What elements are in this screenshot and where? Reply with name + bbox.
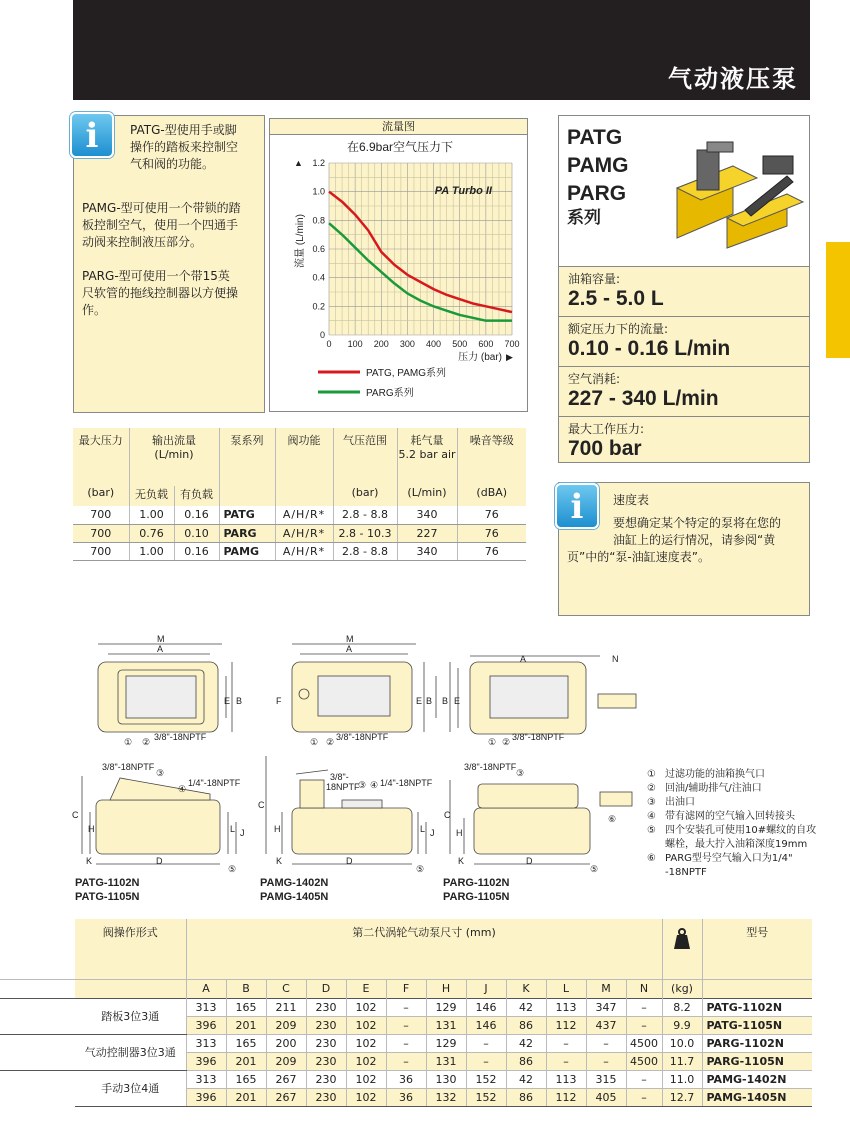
info-icon: i [70, 112, 114, 158]
y-tick-label: 0.6 [312, 244, 325, 254]
port-label-5: 1/4"-18NPTF [188, 778, 241, 788]
callout-2a: ② [142, 737, 151, 747]
legend-label-red: PATG, PAMG系列 [366, 368, 447, 379]
dim-table-row: 踏板3位3通 313 165 211 230 102 – 129 146 42 113 347 – 8.2 PATG-1102N [0, 998, 812, 1016]
y-axis-label: 流量 (L/min) [295, 214, 306, 268]
callout-3b: ③ [358, 780, 367, 790]
dim-m-1: M [157, 634, 165, 644]
valve-type: 气动控制器3位3通 [75, 1034, 186, 1070]
legend-notes [647, 768, 817, 880]
drawing-patg-side [82, 776, 236, 864]
legend-note: ④ 带有滤网的空气输入回转接头 [647, 811, 795, 822]
x-arrow-icon: ▶ [506, 352, 513, 362]
y-arrow-icon: ▲ [294, 158, 303, 168]
callout-1b: ① [310, 737, 319, 747]
drawing-parg-side [450, 780, 632, 864]
spec-table-row: 700 0.76 0.10 PARG A/H/R* 2.8 - 10.3 227 76 [73, 524, 526, 542]
dim-table-letters: A B C D E F H J K L M N (kg) [0, 979, 812, 998]
y-tick-label: 0.8 [312, 215, 325, 226]
flow-chart-box [269, 118, 528, 412]
spec-table-header: 最大压力 输出流量 (L/min) 泵系列 阀功能 气压范围 耗气量 5.2 bar air 噪音等级 [73, 428, 526, 486]
drawing-pamg-top [292, 644, 436, 732]
x-tick-label: 100 [347, 339, 363, 349]
dim-e-2: E [416, 696, 423, 706]
spec-table-row: 700 1.00 0.16 PAMG A/H/R* 2.8 - 8.8 340 76 [73, 542, 526, 560]
dim-e-1: E [224, 696, 231, 706]
callout-1a: ① [124, 737, 133, 747]
dim-b-2: B [426, 696, 433, 706]
legend-note: ① 过滤功能的油箱换气口 [647, 769, 765, 780]
port-label-2: 3/8"-18NPTF [336, 732, 389, 742]
callout-5c: ⑤ [590, 864, 599, 874]
speed-title: 速度表 [613, 493, 650, 507]
spec-max-pressure: 最大工作压力: 700 bar [559, 416, 809, 462]
dim-m-2: M [346, 634, 354, 644]
dim-b-3: B [442, 696, 449, 706]
port-label-6b: 18NPTF [326, 782, 360, 792]
dim-k-3: K [458, 856, 465, 866]
pump-photo [667, 126, 807, 250]
dim-c-2: C [258, 800, 265, 810]
drawing-parg-top [450, 656, 636, 734]
dim-l-1: L [230, 824, 236, 834]
dim-j-2: J [430, 828, 435, 838]
chart-header: 流量图 [270, 119, 527, 135]
dim-table-row: 396 201 209 230 102 – 131 – 86 – – 4500 11.7 PARG-1105N [0, 1052, 812, 1070]
valve-type: 踏板3位3通 [75, 998, 186, 1034]
legend-note: ⑥ PARG型号空气输入口为1/4" -18NPTF [647, 853, 793, 878]
x-tick-label: 400 [426, 339, 442, 349]
port-label-6: 3/8"- [330, 772, 349, 782]
intro-patg: PATG-型使用手或脚 操作的踏板来控制空 气和阀的功能。 [130, 123, 239, 171]
port-label-4: 3/8"-18NPTF [102, 762, 155, 772]
dimension-table [0, 919, 812, 1107]
x-tick-label: 200 [373, 339, 389, 349]
port-label-3: 3/8"-18NPTF [512, 732, 565, 742]
callout-2c: ② [502, 737, 511, 747]
caption-parg: PARG-1102N PARG-1105N [443, 877, 510, 903]
drawing-patg-top [98, 644, 232, 732]
dim-a-1: A [157, 644, 164, 654]
legend-note: ③ 出油口 [647, 797, 695, 808]
page-title: 气动液压泵 [668, 65, 798, 93]
y-tick-label: 0.2 [312, 301, 325, 312]
section-tab [826, 242, 850, 358]
dim-d-1: D [156, 856, 163, 866]
y-tick-label: 0.4 [312, 272, 325, 283]
header-bar [73, 0, 810, 100]
dim-table-row: 气动控制器3位3通 313 165 200 230 102 – 129 – 42 – – 4500 10.0 PARG-1102N [0, 1034, 812, 1052]
dim-f-2: F [276, 696, 282, 706]
caption-patg: PATG-1102N PATG-1105N [75, 877, 140, 903]
spec-flow: 额定压力下的流量: 0.10 - 0.16 L/min [559, 316, 809, 362]
flow-chart [270, 136, 527, 411]
intro-box [73, 115, 265, 413]
product-series: PATG PAMG PARG 系列 [567, 126, 629, 227]
x-tick-label: 300 [399, 339, 415, 349]
port-label-1: 3/8"-18NPTF [154, 732, 207, 742]
callout-5a: ⑤ [228, 864, 237, 874]
x-tick-label: 500 [452, 339, 468, 349]
callout-4b: ④ [370, 780, 379, 790]
caption-pamg: PAMG-1402N PAMG-1405N [260, 877, 329, 903]
dim-d-2: D [346, 856, 353, 866]
dim-c-3: C [444, 810, 451, 820]
speed-box [558, 482, 810, 616]
callout-4a: ④ [178, 784, 187, 794]
legend-label-green: PARG系列 [366, 388, 414, 399]
x-axis-label: 压力 (bar) [458, 352, 502, 363]
dim-a-2: A [346, 644, 353, 654]
callout-3a: ③ [156, 768, 165, 778]
x-tick-label: 700 [504, 339, 520, 349]
dim-j-1: J [240, 828, 245, 838]
dim-e-3: E [454, 696, 461, 706]
callout-1c: ① [488, 737, 497, 747]
product-header [559, 116, 809, 266]
dim-table-row: 手动3位4通 313 165 267 230 102 36 130 152 42 113 315 – 11.0 PAMG-1402N [0, 1070, 812, 1088]
y-tick-label: 0 [319, 330, 325, 340]
legend-note: ② 回油/辅助排气/注油口 [647, 783, 762, 794]
port-label-8: 3/8"-18NPTF [464, 762, 517, 772]
spec-table [73, 428, 526, 561]
legend-note: ⑤ 四个安装孔可使用10#螺纹的自攻螺栓，最大拧入油箱深度19mm [647, 825, 817, 850]
x-tick-label: 0 [326, 339, 332, 349]
product-box [558, 115, 810, 463]
speed-text: 要想确定某个特定的泵将在您的 油缸上的运行情况，请参阅“黄 页”中的“泵-油缸速度表”。 [567, 516, 782, 564]
callout-5b: ⑤ [416, 864, 425, 874]
callout-6c: ⑥ [608, 814, 617, 824]
spec-air: 空气消耗: 227 - 340 L/min [559, 366, 809, 412]
intro-pamg: PAMG-型可使用一个带锁的踏 板控制空气，使用一个四通手 动阀来控制液压部分。 [82, 201, 241, 249]
dim-table-row: 396 201 209 230 102 – 131 146 86 112 437 – 9.9 PATG-1105N [0, 1016, 812, 1034]
dim-c-1: C [72, 810, 79, 820]
valve-type: 手动3位4通 [75, 1070, 186, 1106]
dim-h-2: H [274, 824, 281, 834]
dim-k-1: K [86, 856, 93, 866]
spec-reservoir: 油箱容量: 2.5 - 5.0 L [559, 266, 809, 312]
dim-table-header: 阀操作形式 第二代涡轮气动泵尺寸 (mm) 型号 [0, 919, 812, 979]
inner-label: PA Turbo II [434, 185, 492, 197]
callout-2b: ② [326, 737, 335, 747]
dim-h-3: H [456, 828, 463, 838]
y-tick-label: 1.2 [312, 158, 325, 168]
y-tick-label: 1.0 [312, 186, 325, 197]
weight-icon [670, 927, 694, 951]
dim-d-3: D [526, 856, 533, 866]
callout-3c: ③ [516, 768, 525, 778]
dim-b-1: B [236, 696, 243, 706]
spec-table-units: (bar) 无负载 有负载 (bar) (L/min) (dBA) [73, 486, 526, 506]
spec-table-row: 700 1.00 0.16 PATG A/H/R* 2.8 - 8.8 340 76 [73, 506, 526, 524]
intro-parg: PARG-型可使用一个带15英 尺软管的拖线控制器以方便操 作。 [82, 269, 239, 317]
dim-k-2: K [276, 856, 283, 866]
dim-l-2: L [420, 824, 426, 834]
dim-table-row: 396 201 267 230 102 36 132 152 86 112 405 – 12.7 PAMG-1405N [0, 1088, 812, 1106]
chart-subtitle: 在6.9bar空气压力下 [346, 140, 454, 154]
x-tick-label: 600 [478, 339, 494, 349]
dim-n-3: N [612, 654, 619, 664]
info-icon: i [555, 483, 599, 529]
dim-h-1: H [88, 824, 95, 834]
port-label-7: 1/4"-18NPTF [380, 778, 433, 788]
dim-a-3: A [520, 654, 527, 664]
